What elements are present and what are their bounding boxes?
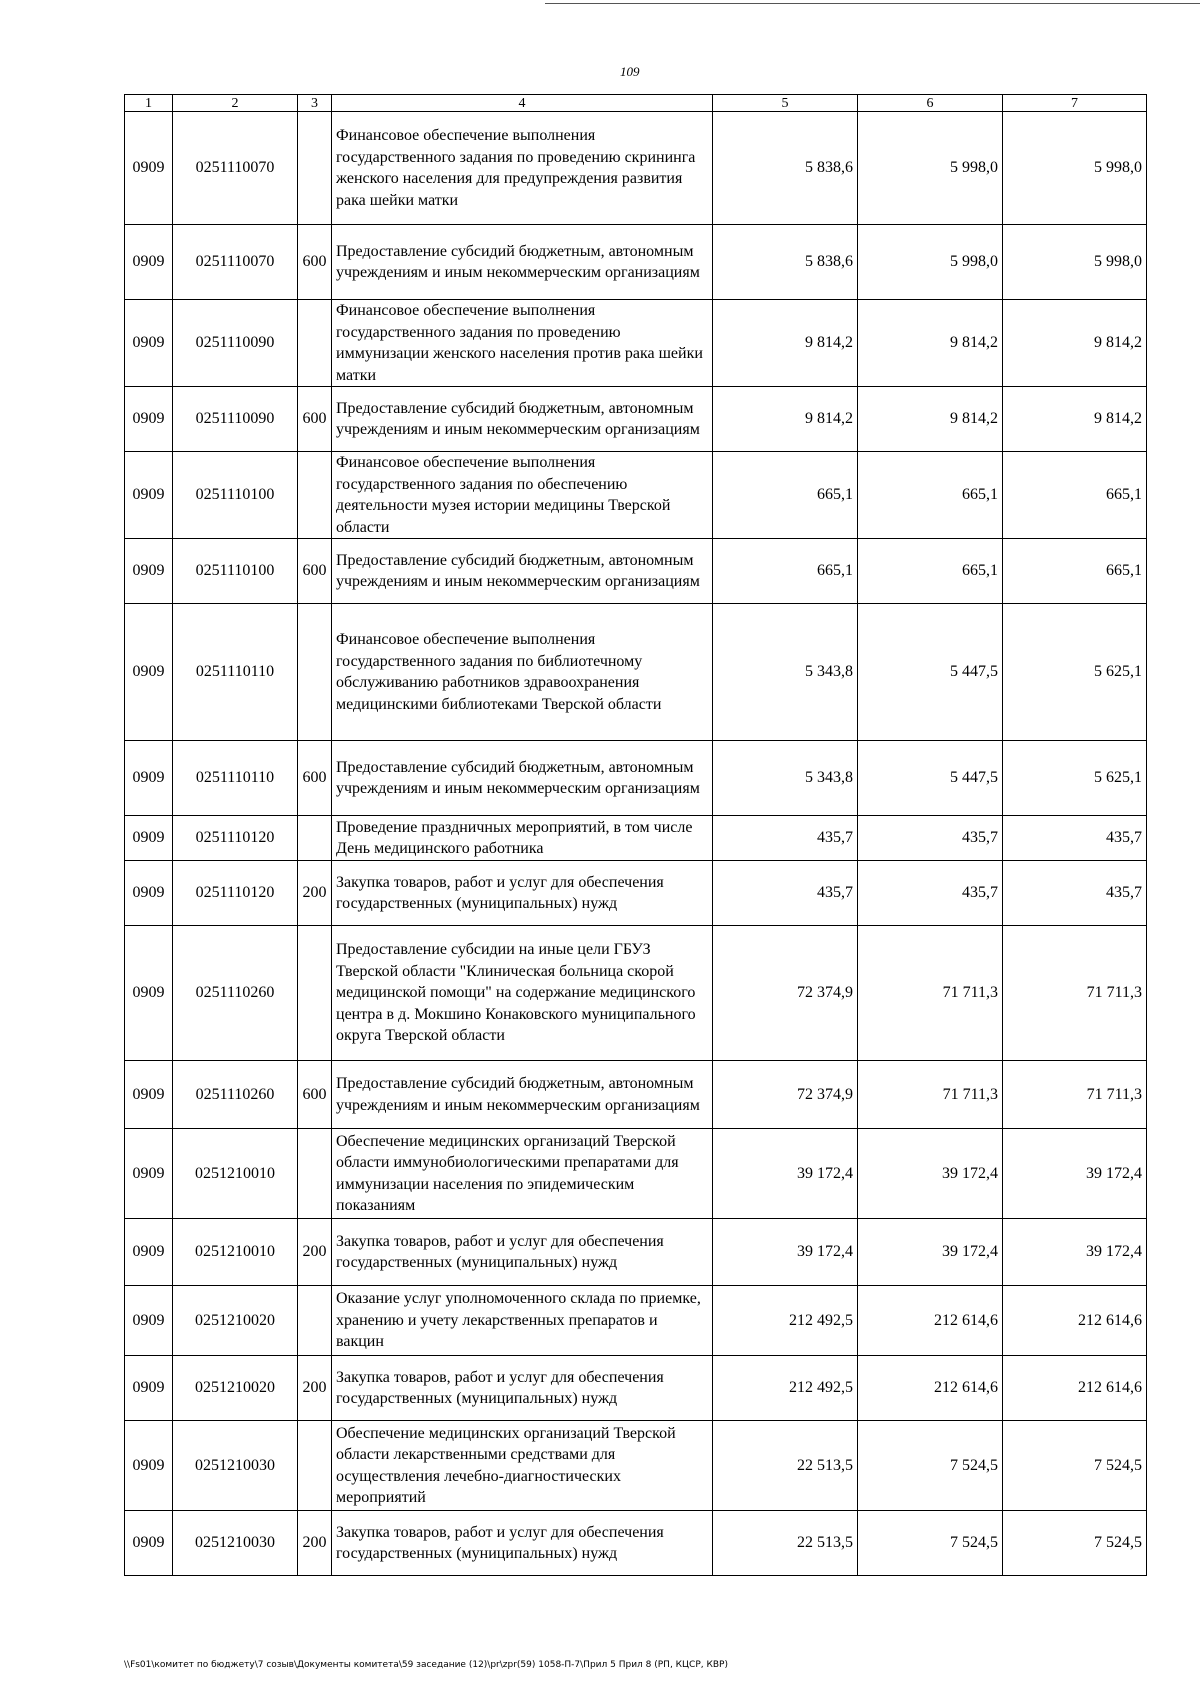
amount-col5: 665,1 <box>713 452 858 539</box>
section-code: 0909 <box>125 1129 173 1219</box>
amount-col5: 22 513,5 <box>713 1421 858 1511</box>
item-name: Финансовое обеспечение выполнения государственного задания по обеспечению деятельности музея истории медицины Тверской области <box>332 452 713 539</box>
target-code: 0251110100 <box>173 539 298 604</box>
section-code: 0909 <box>125 1286 173 1356</box>
amount-col7: 665,1 <box>1003 539 1147 604</box>
expense-type-code <box>298 452 332 539</box>
expense-type-code <box>298 1129 332 1219</box>
amount-col5: 435,7 <box>713 861 858 926</box>
section-code: 0909 <box>125 816 173 861</box>
target-code: 0251110260 <box>173 926 298 1061</box>
amount-col7: 665,1 <box>1003 452 1147 539</box>
amount-col6: 435,7 <box>858 816 1003 861</box>
section-code: 0909 <box>125 604 173 741</box>
amount-col7: 5 625,1 <box>1003 741 1147 816</box>
item-name: Обеспечение медицинских организаций Тверской области лекарственными средствами для осуществления лечебно-диагностических мероприятий <box>332 1421 713 1511</box>
item-name: Закупка товаров, работ и услуг для обеспечения государственных (муниципальных) нужд <box>332 1511 713 1576</box>
amount-col6: 435,7 <box>858 861 1003 926</box>
section-code: 0909 <box>125 387 173 452</box>
amount-col5: 9 814,2 <box>713 300 858 387</box>
target-code: 0251110110 <box>173 604 298 741</box>
amount-col7: 39 172,4 <box>1003 1129 1147 1219</box>
section-code: 0909 <box>125 1356 173 1421</box>
item-name: Проведение праздничных мероприятий, в том числе День медицинского работника <box>332 816 713 861</box>
amount-col7: 7 524,5 <box>1003 1511 1147 1576</box>
amount-col6: 39 172,4 <box>858 1219 1003 1286</box>
amount-col6: 5 998,0 <box>858 112 1003 225</box>
header-cell: 1 <box>125 95 173 112</box>
item-name: Закупка товаров, работ и услуг для обеспечения государственных (муниципальных) нужд <box>332 1356 713 1421</box>
item-name: Закупка товаров, работ и услуг для обеспечения государственных (муниципальных) нужд <box>332 1219 713 1286</box>
amount-col5: 212 492,5 <box>713 1356 858 1421</box>
target-code: 0251110100 <box>173 452 298 539</box>
amount-col6: 71 711,3 <box>858 1061 1003 1129</box>
amount-col6: 7 524,5 <box>858 1511 1003 1576</box>
item-name: Финансовое обеспечение выполнения государственного задания по библиотечному обслуживанию работников здравоохранения медицинскими библиотеками Тверской области <box>332 604 713 741</box>
amount-col6: 9 814,2 <box>858 387 1003 452</box>
amount-col6: 665,1 <box>858 452 1003 539</box>
amount-col5: 5 343,8 <box>713 604 858 741</box>
table-row <box>125 1061 1147 1129</box>
amount-col7: 435,7 <box>1003 816 1147 861</box>
table-row <box>125 300 1147 387</box>
page-number: 109 <box>620 64 640 79</box>
amount-col7: 71 711,3 <box>1003 1061 1147 1129</box>
amount-col6: 71 711,3 <box>858 926 1003 1061</box>
amount-col7: 5 998,0 <box>1003 225 1147 300</box>
amount-col7: 71 711,3 <box>1003 926 1147 1061</box>
expense-type-code <box>298 926 332 1061</box>
amount-col5: 665,1 <box>713 539 858 604</box>
target-code: 0251110090 <box>173 300 298 387</box>
section-code: 0909 <box>125 926 173 1061</box>
amount-col5: 39 172,4 <box>713 1219 858 1286</box>
amount-col5: 9 814,2 <box>713 387 858 452</box>
table-row <box>125 1219 1147 1286</box>
expense-type-code <box>298 112 332 225</box>
section-code: 0909 <box>125 741 173 816</box>
expense-type-code: 600 <box>298 741 332 816</box>
expense-type-code: 200 <box>298 1356 332 1421</box>
section-code: 0909 <box>125 112 173 225</box>
expense-type-code: 600 <box>298 387 332 452</box>
expense-type-code: 200 <box>298 1219 332 1286</box>
target-code: 0251210030 <box>173 1421 298 1511</box>
table-row <box>125 387 1147 452</box>
expense-type-code: 600 <box>298 539 332 604</box>
expense-type-code <box>298 1286 332 1356</box>
item-name: Оказание услуг уполномоченного склада по приемке, хранению и учету лекарственных препаратов и вакцин <box>332 1286 713 1356</box>
amount-col7: 5 625,1 <box>1003 604 1147 741</box>
item-name: Финансовое обеспечение выполнения государственного задания по проведению скрининга женского населения для предупреждения развития рака шейки матки <box>332 112 713 225</box>
header-cell: 5 <box>713 95 858 112</box>
table-row <box>125 1286 1147 1356</box>
amount-col7: 7 524,5 <box>1003 1421 1147 1511</box>
target-code: 0251110070 <box>173 112 298 225</box>
target-code: 0251210020 <box>173 1286 298 1356</box>
table-row <box>125 741 1147 816</box>
target-code: 0251110260 <box>173 1061 298 1129</box>
header-cell: 4 <box>332 95 713 112</box>
header-cell: 6 <box>858 95 1003 112</box>
section-code: 0909 <box>125 300 173 387</box>
budget-table <box>124 94 1147 1576</box>
amount-col7: 9 814,2 <box>1003 300 1147 387</box>
item-name: Предоставление субсидий бюджетным, автономным учреждениям и иным некоммерческим организациям <box>332 1061 713 1129</box>
target-code: 0251110110 <box>173 741 298 816</box>
amount-col5: 72 374,9 <box>713 926 858 1061</box>
table-row <box>125 112 1147 225</box>
amount-col7: 39 172,4 <box>1003 1219 1147 1286</box>
amount-col7: 9 814,2 <box>1003 387 1147 452</box>
section-code: 0909 <box>125 225 173 300</box>
header-row <box>125 95 1147 112</box>
scan-edge-line <box>545 3 1200 4</box>
section-code: 0909 <box>125 1511 173 1576</box>
amount-col6: 9 814,2 <box>858 300 1003 387</box>
table-row <box>125 926 1147 1061</box>
expense-type-code <box>298 300 332 387</box>
target-code: 0251110120 <box>173 861 298 926</box>
item-name: Предоставление субсидии на иные цели ГБУЗ Тверской области "Клиническая больница скорой медицинской помощи" на содержание медицинского центра в д. Мокшино Конаковского муниципального округа Тверской области <box>332 926 713 1061</box>
item-name: Предоставление субсидий бюджетным, автономным учреждениям и иным некоммерческим организациям <box>332 741 713 816</box>
section-code: 0909 <box>125 861 173 926</box>
header-cell: 3 <box>298 95 332 112</box>
amount-col6: 212 614,6 <box>858 1356 1003 1421</box>
table-row <box>125 604 1147 741</box>
target-code: 0251210030 <box>173 1511 298 1576</box>
amount-col7: 212 614,6 <box>1003 1356 1147 1421</box>
target-code: 0251210010 <box>173 1129 298 1219</box>
item-name: Предоставление субсидий бюджетным, автономным учреждениям и иным некоммерческим организациям <box>332 539 713 604</box>
table-row <box>125 539 1147 604</box>
section-code: 0909 <box>125 452 173 539</box>
amount-col6: 39 172,4 <box>858 1129 1003 1219</box>
target-code: 0251110090 <box>173 387 298 452</box>
amount-col5: 5 343,8 <box>713 741 858 816</box>
amount-col5: 72 374,9 <box>713 1061 858 1129</box>
section-code: 0909 <box>125 1421 173 1511</box>
amount-col5: 22 513,5 <box>713 1511 858 1576</box>
expense-type-code: 600 <box>298 1061 332 1129</box>
item-name: Обеспечение медицинских организаций Тверской области иммунобиологическими препаратами для иммунизации населения по эпидемическим показаниям <box>332 1129 713 1219</box>
amount-col5: 5 838,6 <box>713 112 858 225</box>
expense-type-code <box>298 1421 332 1511</box>
header-cell: 2 <box>173 95 298 112</box>
table-row <box>125 1421 1147 1511</box>
target-code: 0251110070 <box>173 225 298 300</box>
amount-col6: 7 524,5 <box>858 1421 1003 1511</box>
amount-col6: 5 447,5 <box>858 604 1003 741</box>
footer-file-path: \\Fs01\комитет по бюджету\7 созыв\Документы комитета\59 заседание (12)\pr\zpr(59) 1058-П-7\Прил 5 Прил 8 (РП, КЦСР, КВР) <box>124 1660 728 1670</box>
expense-type-code: 200 <box>298 861 332 926</box>
amount-col6: 5 998,0 <box>858 225 1003 300</box>
amount-col7: 435,7 <box>1003 861 1147 926</box>
expense-type-code: 200 <box>298 1511 332 1576</box>
item-name: Предоставление субсидий бюджетным, автономным учреждениям и иным некоммерческим организациям <box>332 225 713 300</box>
target-code: 0251210010 <box>173 1219 298 1286</box>
item-name: Предоставление субсидий бюджетным, автономным учреждениям и иным некоммерческим организациям <box>332 387 713 452</box>
table-row <box>125 1511 1147 1576</box>
amount-col5: 435,7 <box>713 816 858 861</box>
amount-col6: 212 614,6 <box>858 1286 1003 1356</box>
amount-col5: 39 172,4 <box>713 1129 858 1219</box>
table-row <box>125 861 1147 926</box>
item-name: Финансовое обеспечение выполнения государственного задания по проведению иммунизации женского населения против рака шейки матки <box>332 300 713 387</box>
item-name: Закупка товаров, работ и услуг для обеспечения государственных (муниципальных) нужд <box>332 861 713 926</box>
table-row <box>125 1129 1147 1219</box>
table-row <box>125 225 1147 300</box>
section-code: 0909 <box>125 1219 173 1286</box>
amount-col7: 5 998,0 <box>1003 112 1147 225</box>
target-code: 0251110120 <box>173 816 298 861</box>
amount-col5: 212 492,5 <box>713 1286 858 1356</box>
amount-col7: 212 614,6 <box>1003 1286 1147 1356</box>
section-code: 0909 <box>125 539 173 604</box>
expense-type-code <box>298 816 332 861</box>
target-code: 0251210020 <box>173 1356 298 1421</box>
amount-col6: 665,1 <box>858 539 1003 604</box>
amount-col6: 5 447,5 <box>858 741 1003 816</box>
section-code: 0909 <box>125 1061 173 1129</box>
amount-col5: 5 838,6 <box>713 225 858 300</box>
expense-type-code: 600 <box>298 225 332 300</box>
header-cell: 7 <box>1003 95 1147 112</box>
table-row <box>125 816 1147 861</box>
table-row <box>125 1356 1147 1421</box>
expense-type-code <box>298 604 332 741</box>
table-row <box>125 452 1147 539</box>
